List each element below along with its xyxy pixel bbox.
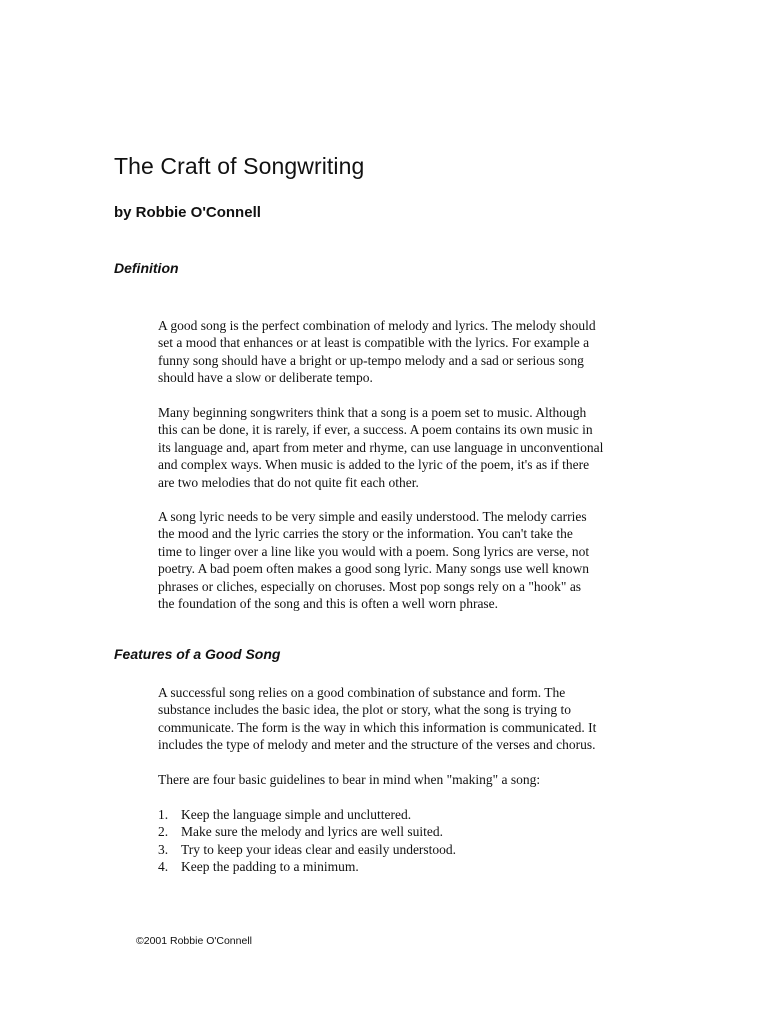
guidelines-list <box>158 806 456 876</box>
text-line: includes the type of melody and meter and the structure of the verses and chorus. <box>158 737 596 753</box>
list-item-text: Keep the language simple and uncluttered. <box>181 807 412 822</box>
text-line: funny song should have a bright or up-tempo melody and a sad or serious song <box>158 352 584 368</box>
list-item <box>158 858 456 875</box>
section-heading-definition: Definition <box>114 260 179 276</box>
document-author: by Robbie O'Connell <box>114 204 261 221</box>
copyright-footer: ©2001 Robbie O'Connell <box>136 935 252 947</box>
list-item-number: 3. <box>158 841 169 857</box>
text-line: the foundation of the song and this is often a well worn phrase. <box>158 596 499 612</box>
list-item-number: 2. <box>158 824 169 840</box>
list-item-text: Keep the padding to a minimum. <box>181 859 359 875</box>
text-line: substance includes the basic idea, the plot or story, what the song is trying to <box>158 702 572 718</box>
text-line: A successful song relies on a good combination of substance and form. The <box>158 685 566 700</box>
text-line: A good song is the perfect combination of melody and lyrics. The melody should <box>158 318 596 333</box>
list-item-text: Try to keep your ideas clear and easily understood. <box>181 841 457 857</box>
text-line: phrases or cliches, especially on choruses. Most pop songs rely on a "hook" as <box>158 578 582 594</box>
definition-paragraph-1 <box>158 317 596 387</box>
text-line: A song lyric needs to be very simple and easily understood. The melody carries <box>158 509 587 524</box>
list-item-number: 4. <box>158 859 169 875</box>
features-paragraph-1 <box>158 684 596 754</box>
text-line: should have a slow or deliberate tempo. <box>158 370 373 386</box>
list-item-text: Make sure the melody and lyrics are well suited. <box>181 824 444 840</box>
document-title: The Craft of Songwriting <box>114 153 365 179</box>
text-line: this can be done, it is rarely, if ever, a success. A poem contains its own music in <box>158 422 593 438</box>
text-line: the mood and the lyric carries the story or the information. You can't take the <box>158 526 573 542</box>
features-paragraph-2 <box>158 771 540 788</box>
definition-paragraph-3 <box>158 508 589 612</box>
text-line: communicate. The form is the way in which this information is communicated. It <box>158 719 597 735</box>
section-heading-features: Features of a Good Song <box>114 646 281 662</box>
list-item <box>158 806 456 823</box>
list-item <box>158 823 456 840</box>
text-line: Many beginning songwriters think that a song is a poem set to music. Although <box>158 405 587 420</box>
list-item-number: 1. <box>158 807 169 822</box>
text-line: its language and, apart from meter and rhyme, can use language in unconventional <box>158 439 604 455</box>
text-line: and complex ways. When music is added to the lyric of the poem, it's as if there <box>158 457 590 473</box>
text-line: are two melodies that do not quite fit each other. <box>158 474 419 490</box>
text-line: set a mood that enhances or at least is compatible with the lyrics. For example a <box>158 335 590 351</box>
text-line: poetry. A bad poem often makes a good song lyric. Many songs use well known <box>158 561 590 577</box>
list-item <box>158 841 456 858</box>
text-line: time to linger over a line like you would with a poem. Song lyrics are verse, not <box>158 543 590 559</box>
text-line: There are four basic guidelines to bear in mind when "making" a song: <box>158 772 541 787</box>
definition-paragraph-2 <box>158 404 603 491</box>
